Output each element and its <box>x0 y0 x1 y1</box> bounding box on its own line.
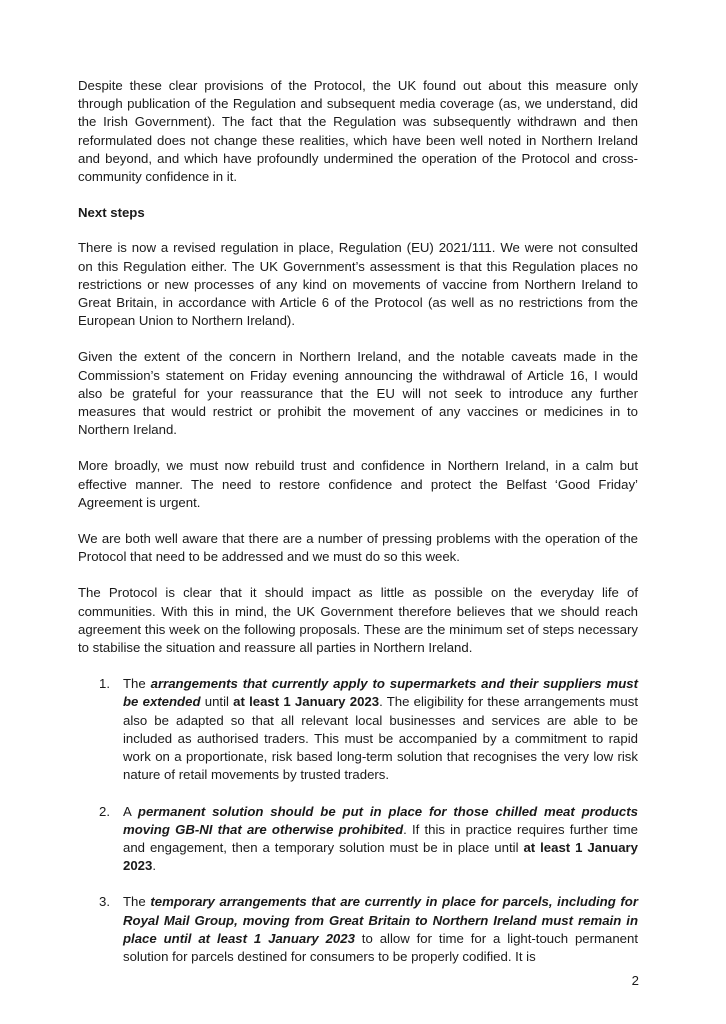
paragraph: The Protocol is clear that it should impact as little as possible on the everyday life of communities. With this in mind, the UK Government therefore believes that we should reach agreement this week on the following proposals. These are the minimum set of steps necessary to stabilise the situation and reassure all parties in Northern Ireland. <box>78 585 638 656</box>
list-item-text: . <box>152 858 157 874</box>
numbered-list <box>78 675 638 966</box>
list-item-emphasis: temporary arrangements that are currently in place for parcels, including for Royal Mail Group, moving from Great Britain to Northern Ireland must remain in place until at least 1 January 2023 <box>123 894 638 946</box>
list-item <box>78 893 638 966</box>
list-item-text: The <box>123 894 151 910</box>
list-item-emphasis: permanent solution should be put in place for those chilled meat products moving GB-NI that are otherwise prohibited <box>123 803 638 837</box>
list-item <box>78 803 638 876</box>
list-item-text: . If this in practice requires further time and engagement, then a temporary solution must be in place until <box>123 821 638 855</box>
list-item-text: until <box>200 694 234 710</box>
list-item-text: A <box>123 803 138 819</box>
paragraph: More broadly, we must now rebuild trust and confidence in Northern Ireland, in a calm but effective manner. The need to restore confidence and protect the Belfast ‘Good Friday’ Agreement is urgent. <box>78 458 638 510</box>
list-item-number: 3. <box>99 894 110 910</box>
paragraph: Despite these clear provisions of the Protocol, the UK found out about this measure only through publication of the Regulation and subsequent media coverage (as, we understand, did the Irish Government). The fact that the Regulation was subsequently withdrawn and then reformulated does not change these realities, which have been well noted in Northern Ireland and beyond, and which have profoundly undermined the operation of the Protocol and cross-community confidence in it. <box>78 78 638 185</box>
page-body <box>78 77 638 966</box>
list-item-emphasis: arrangements that currently apply to supermarkets and their suppliers must be extended <box>123 676 638 710</box>
list-item <box>78 675 638 784</box>
page-number: 2 <box>631 973 639 988</box>
list-item-number: 2. <box>99 803 110 819</box>
list-item-bold: at least 1 January 2023 <box>123 839 638 874</box>
paragraph: There is now a revised regulation in place, Regulation (EU) 2021/111. We were not consulted on this Regulation either. The UK Government’s assessment is that this Regulation places no restrictions or new processes of any kind on movements of vaccine from Northern Ireland to Great Britain, in accordance with Article 6 of the Protocol (as well as no restrictions from the European Union to Northern Ireland). <box>78 240 638 329</box>
section-heading: Next steps <box>78 205 145 221</box>
paragraph: We are both well aware that there are a number of pressing problems with the operation of the Protocol that need to be addressed and we must do so this week. <box>78 531 638 565</box>
list-item-text: to allow for time for a light-touch permanent solution for parcels destined for consumers to be properly codified. It is <box>123 930 638 964</box>
paragraph: Given the extent of the concern in Northern Ireland, and the notable caveats made in the Commission’s statement on Friday evening announcing the withdrawal of Article 16, I would also be grateful for your reassurance that the EU will not seek to introduce any further measures that would restrict or prohibit the movement of any vaccines or medicines in to Northern Ireland. <box>78 349 638 438</box>
list-item-text: The <box>123 676 151 692</box>
list-item-number: 1. <box>99 676 110 692</box>
list-item-text: . The eligibility for these arrangements must also be adapted so that all relevant local businesses and services are able to be included as authorised traders. This must be accompanied by a commitment to rapid work on a proportionate, risk based long-term solution that recognises the very low risk nature of retail movements by trusted traders. <box>123 694 638 783</box>
list-item-bold: at least 1 January 2023 <box>233 694 380 710</box>
